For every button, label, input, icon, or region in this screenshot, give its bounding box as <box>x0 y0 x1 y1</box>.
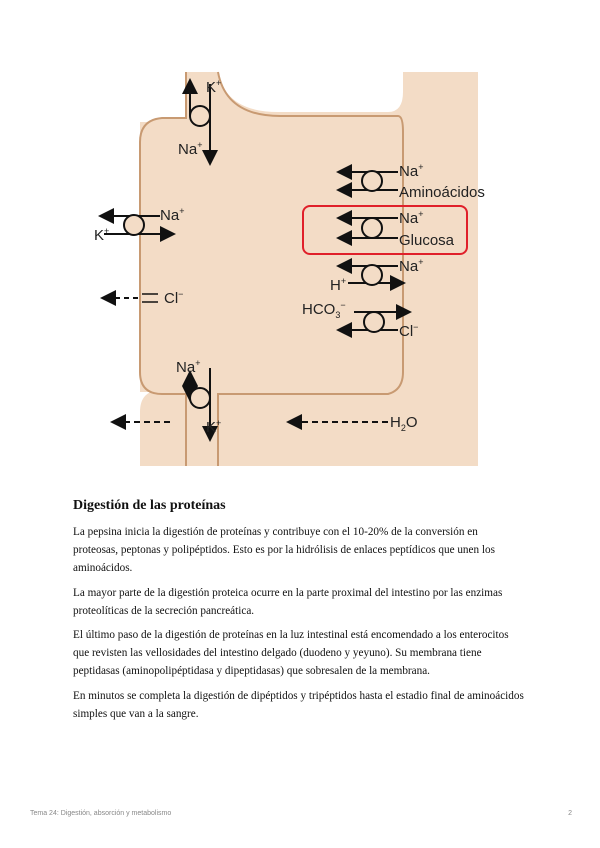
svg-text:Na+: Na+ <box>399 162 424 180</box>
na-bottom-label: Na <box>176 359 196 376</box>
cell-transport-diagram <box>94 72 485 466</box>
svg-text:H+: H+ <box>330 276 347 294</box>
svg-text:Na+: Na+ <box>399 257 424 275</box>
section-title: Digestión de las proteínas <box>73 498 226 513</box>
footer-title: Tema 24: Digestión, absorción y metabolismo <box>30 810 172 817</box>
svg-text:K+: K+ <box>94 226 110 244</box>
hco3-label: HCO <box>302 301 336 318</box>
aminoacidos-label: Aminoácidos <box>399 184 485 201</box>
svg-text:H2O: $H_2O$ <box>390 414 418 433</box>
svg-text:Na+: Na+ <box>399 209 424 227</box>
svg-text:Cl−: Cl− <box>399 322 419 340</box>
na-aa-label: Na <box>399 163 419 180</box>
svg-text:K+: K+ <box>206 418 222 436</box>
k-bottom-label: K <box>206 419 217 436</box>
svg-text:Na+: Na+ <box>176 358 201 376</box>
svg-text:Cl−: Cl− <box>164 289 184 307</box>
paragraph-2: La mayor parte de la digestión proteica ocurre en la parte proximal del intestino por las enzimas proteolíticas de la secreción pancreática. <box>73 586 503 617</box>
na-glu-label: Na <box>399 210 419 227</box>
svg-text:HCO3−: $HCO_3^-$ <box>302 300 346 320</box>
svg-text:Na+: Na+ <box>160 206 185 224</box>
paragraph-1: La pepsina inicia la digestión de proteínas y contribuye con el 10-20% de la conversión en proteosas, peptonas y polipéptidos. Esto es por la hidrólisis de enlaces peptídicos que unen los aminoácidos. <box>73 526 495 575</box>
cl-right-label: Cl <box>399 323 414 340</box>
paragraph-3: El último paso de la digestión de proteínas en la luz intestinal está encomendado a los enterocitos que revisten las vellosidades del intestino delgado (duodeno y yeyuno). Su membrana tiene peptidasas (aminopolipéptidasa y dipeptidasas) que sobresalen de la membrana. <box>73 629 509 678</box>
h2o-label: H <box>390 414 401 431</box>
k-left-label: K <box>94 227 105 244</box>
na-left-label: Na <box>160 207 180 224</box>
document-body <box>73 498 525 729</box>
na-top-plus: + <box>197 140 203 150</box>
h-label: H <box>330 277 341 294</box>
glucosa-label: Glucosa <box>399 232 455 249</box>
cl-left-label: Cl <box>164 290 179 307</box>
k-top-label: K <box>206 79 217 96</box>
na-top-label: Na <box>178 141 198 158</box>
na-h-label: Na <box>399 258 419 275</box>
paragraph-4: En minutos se completa la digestión de dipéptidos y tripéptidos hasta el estadio final de aminoácidos simples que van a la sangre. <box>73 689 524 720</box>
page-number: 2 <box>568 810 572 817</box>
k-top-plus: + <box>216 78 222 88</box>
